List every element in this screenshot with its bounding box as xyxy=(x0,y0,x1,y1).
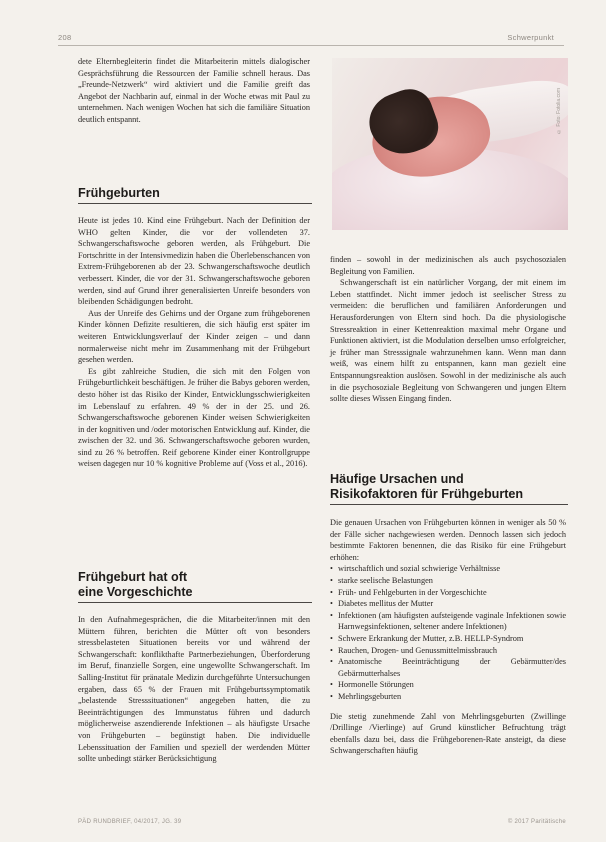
list-item: • Mehrlingsgeburten xyxy=(330,691,566,703)
list-item: • Diabetes mellitus der Mutter xyxy=(330,598,566,610)
right-continuation-text xyxy=(330,254,566,405)
paragraph: Heute ist jedes 10. Kind eine Frühgeburt. Nach der Definition der WHO gelten Kinder, die vor der vollendeten 37. Schwangerschaftswoche geboren werden, als Frühgeburt. Die Fortschritte in der Intensivmedizin haben die Überlebenschancen von Extrem-Frühgeborenen ab der 23. Schwangerschaftswoche deutlich verbessert. Kinder, die vor der 31. Schwangerschaftswoche geboren werden, sind auf Grund ihrer generalisierten Unreife besonders von bleibenden Schädigungen bedroht. xyxy=(78,216,310,307)
section-ursachen-body xyxy=(330,517,566,757)
list-item: • Anatomische Beeinträchtigung der Gebärmutter/des Gebärmutterhalses xyxy=(330,656,566,679)
heading-rule xyxy=(78,203,312,204)
list-item: • Früh- und Fehlgeburten in der Vorgeschichte xyxy=(330,587,566,599)
photo-credit: © Foto: Fotolia.com xyxy=(556,88,562,135)
footer-copyright: © 2017 Paritätische xyxy=(507,819,566,825)
section-fruehgeburten-body xyxy=(78,215,310,470)
paragraph: Die stetig zunehmende Zahl von Mehrlingsgeburten (Zwillinge /Drillinge /Vierlinge) auf Grund künstlicher Befruchtung trägt ebenfalls dazu bei, dass die Frühgeborenen-Rate ansteigt, da diese Schwangerschaften häufig xyxy=(330,711,566,756)
heading-rule xyxy=(78,602,312,603)
list-item: • Rauchen, Drogen- und Genussmittelmissbrauch xyxy=(330,645,566,657)
heading-ursachen xyxy=(330,472,523,502)
list-item: • starke seelische Belastungen xyxy=(330,575,566,587)
heading-vorgeschichte xyxy=(78,570,193,600)
heading-rule xyxy=(330,504,568,505)
intro-paragraph: dete Elternbegleiterin findet die Mitarbeiterin mittels dialogischer Gesprächsführung die Ressourcen der Familie schnell heraus. Das „Freunde-Netzwerk“ wird aktiviert und die Familie greift das Angebot der Nachbarin auf, einmal in der Woche etwas mit Paul zu unternehmen. Nach wenigen Wochen hat sich die familiäre Situation deutlich entspannt. xyxy=(78,57,310,124)
heading-line: Risikofaktoren für Frühgeburten xyxy=(330,487,524,501)
heading-line: Frühgeburt hat oft xyxy=(78,570,188,584)
heading-fruehgeburten: Frühgeburten xyxy=(78,186,160,200)
paragraph: In den Aufnahmegesprächen, die die Mitarbeiter/innen mit den Müttern führen, berichten die Mütter oft von besonders stressbelasteten Situationen bereits vor und während der Schwangerschaft: konflikthafte Partnerbeziehungen, Überforderung im Beruf, finanzielle Sorgen, eine ungewollte Schwangerschaft. Im Salling-Institut für pränatale Medizin durchgeführte Untersuchungen ergaben, dass 65 % der Frauen mit Frühgeburtssymptomatik „belastende Stresssituationen“ angegeben hatten, die zu Beeinträchtigungen des Immunstatus führen und dadurch möglicherweise aszendierende Infektionen – als häufigste Ursache von Frühgeburten – begünstigt haben. Die individuelle Lebenssituation der Familien und speziell der werdenden Mütter sollte unbedingt stärker Berücksichtigung xyxy=(78,615,310,764)
paragraph: Die genauen Ursachen von Frühgeburten können in weniger als 50 % der Fälle sicher nachgewiesen werden. Dennoch lassen sich jedoch bestimmte Faktoren benennen, die das Risiko für eine Frühgeburt erhöhen: xyxy=(330,518,566,562)
header-rule xyxy=(58,45,564,46)
heading-line: Häufige Ursachen und xyxy=(330,472,464,486)
page-number: 208 xyxy=(58,33,72,42)
risk-factor-list xyxy=(330,563,566,702)
paragraph: Schwangerschaft ist ein natürlicher Vorgang, der mit einem im Leben stattfindet. Nicht immer jedoch ist seelischer Stress zu vermeiden: die beruflichen und familiären Anforderungen und Herausforderungen von Eltern sind hoch. Da die physiologische Stressreaktion in einer Kettenreaktion maximal mehr Organe und Funktionen aktiviert, ist die Modulation derselben umso erfolgreicher, je früher man Stresssignale wahrzunehmen kann. Wenn man dann weiß, was einem hilft zu entspannen, kann man gezielt eine Entspannungsreaktion auslösen. Sowohl in der medizinische als auch in die psychosoziale Begleitung von Schwangeren und jungen Eltern sollte dieses Wissen Eingang finden. xyxy=(330,278,566,404)
list-item: • Schwere Erkrankung der Mutter, z.B. HELLP-Syndrom xyxy=(330,633,566,645)
list-item: • Infektionen (am häufigsten aufsteigende vaginale Infektionen sowie Harnwegsinfektionen, seltener andere Infektionen) xyxy=(330,610,566,633)
paragraph: Es gibt zahlreiche Studien, die sich mit den Folgen von Frühgeburtlichkeit beschäftigen. Je früher die Babys geboren werden, desto höher ist das Risiko der Kinder, Entwicklungsschwierigkeiten im Lebenslauf zu erfahren. 49 % der in der 25. und 26. Schwangerschaftswoche geborenen Kinder weisen Schwierigkeiten in der kognitiven und /oder motorischen Entwicklung auf. Kinder, die zwischen der 32. und 36. Schwangerschaftswoche geboren wurden, sind zu 26 % betroffen. Reif geborene Kinder einer Kontrollgruppe weisen dagegen nur 10 % kognitive Probleme auf (Voss et al., 2016). xyxy=(78,366,310,469)
section-label: Schwerpunkt xyxy=(507,33,554,42)
list-item: • wirtschaftlich und sozial schwierige Verhältnisse xyxy=(330,563,566,575)
newborn-baby-photo xyxy=(332,58,568,230)
list-item: • Hormonelle Störungen xyxy=(330,679,566,691)
footer-publication: PÄD RUNDBRIEF, 04/2017, JG. 39 xyxy=(78,819,182,825)
intro-text xyxy=(78,56,310,126)
heading-line: eine Vorgeschichte xyxy=(78,585,193,599)
section-vorgeschichte-body xyxy=(78,614,310,765)
paragraph: Aus der Unreife des Gehirns und der Organe zum frühgeborenen Kinder können Defizite resultieren, die sich häufig erst später im weiteren Entwicklungsverlauf der Kinder zeigen – und dann normalerweise nicht mehr im Zusammenhang mit der Frühgeburt gesehen werden. xyxy=(78,308,310,365)
paragraph: finden – sowohl in der medizinischen als auch psychosozialen Begleitung von Familien. xyxy=(330,255,566,276)
